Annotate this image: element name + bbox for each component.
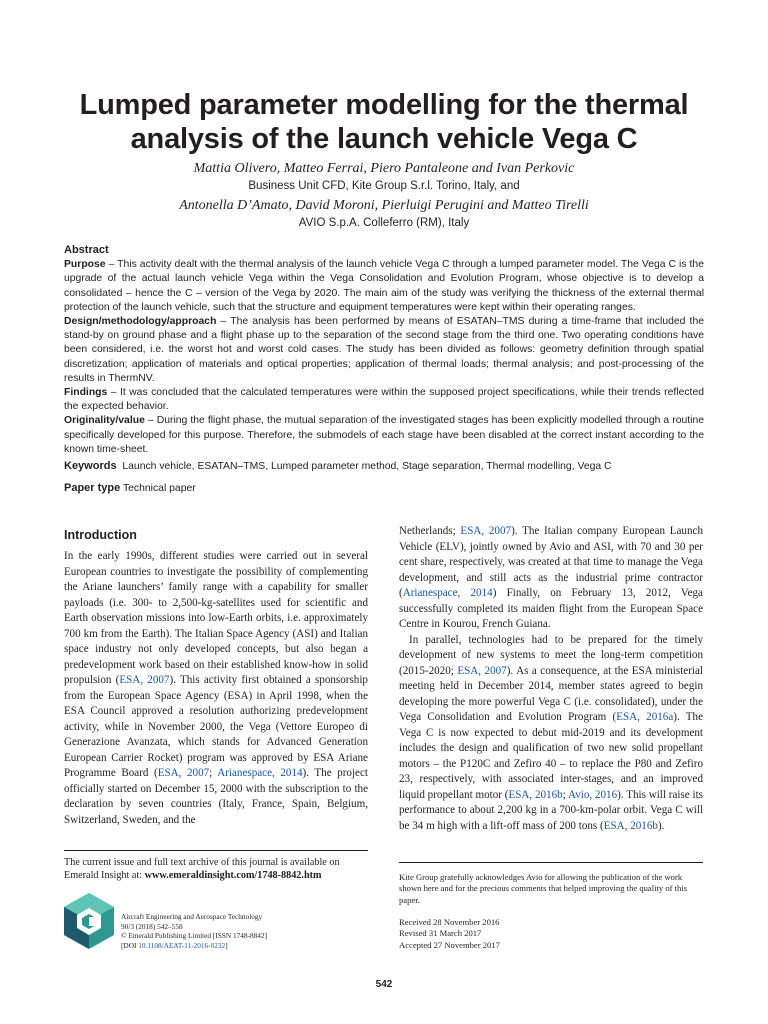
introduction-heading: Introduction xyxy=(64,528,137,542)
ref-esa-2007[interactable]: ESA, 2007 xyxy=(460,525,512,537)
footnote-rule-right xyxy=(399,862,703,863)
ref-esa-2007[interactable]: ESA, 2007 xyxy=(119,674,170,686)
abstract-design xyxy=(64,315,704,386)
doi-link[interactable]: 10.1108/AEAT-11-2016-0232 xyxy=(138,940,226,950)
abstract-originality xyxy=(64,414,704,457)
findings-label: Findings xyxy=(64,387,108,399)
journal-doi xyxy=(121,941,267,951)
archive-text: The current issue and full text archive of this journal is available on Emerald Insight at: xyxy=(64,857,340,881)
ref-esa-2007[interactable]: ESA, 2007 xyxy=(457,664,507,677)
submission-dates xyxy=(399,917,500,951)
authors-group-2: Antonella D’Amato, David Moroni, Pierluigi Perugini and Matteo Tirelli xyxy=(179,198,589,213)
intro-p1-text-b: ). This activity first obtained a sponsorship from the European Space Agency (ESA) in April 1998, when the ESA Council approved a resolution authorizing predevelopment activity, while in November 2000, the Vega (Vettore Europeo di Generazione Avanzata, which stands for Advanced Generation European Carrier Rocket) program was approved by ESA Ariane Programme Board ( xyxy=(64,674,368,779)
doi-suffix: ] xyxy=(225,940,228,950)
design-label: Design/methodology/approach xyxy=(64,316,217,328)
intro-paragraph-2 xyxy=(399,633,703,835)
intro-r1-text-a: Netherlands; xyxy=(399,525,461,537)
findings-text: – It was concluded that the calculated temperatures were within the supposed project specifications, while their trends reflected the expected behavior. xyxy=(64,387,704,413)
paper-type xyxy=(64,482,704,494)
abstract xyxy=(64,243,704,457)
introduction-right-column xyxy=(399,524,703,834)
ref-esa-2016a[interactable]: ESA, 2016a xyxy=(616,711,674,723)
ref-esa-2016b[interactable]: ESA, 2016b xyxy=(508,788,563,801)
title-line-1: Lumped parameter modelling for the thermal xyxy=(79,89,689,121)
page-number: 542 xyxy=(375,979,393,990)
intro-r1-text-c: ) Finally, on February 13, 2012, Vega successfully completed its maiden flight from the European Space Centre in Kourou, French Guiana. xyxy=(399,587,703,630)
keywords-text: Launch vehicle, ESATAN–TMS, Lumped parameter method, Stage separation, Thermal modelling, Vega C xyxy=(122,461,612,472)
journal-publisher: © Emerald Publishing Limited [ISSN 1748-8842] xyxy=(121,931,267,941)
abstract-findings xyxy=(64,386,704,414)
introduction-left-column xyxy=(64,528,368,828)
design-text: – The analysis has been performed by means of ESATAN–TMS during a time-frame that included the stand-by on ground phase and a flight phase up to the separation of the second stage from the third one. Two operating conditions have been considered, i.e. the worst hot and worst cold cases. The study has been divided as follows: geometry definition through spatial discretization; application of materials and optical properties; application of thermal loads; thermal analysis; and post-processing of the results in ThermNV. xyxy=(64,316,704,384)
authors-group-1: Mattia Olivero, Matteo Ferrai, Piero Pantaleone and Ivan Perkovic xyxy=(193,161,575,176)
keywords-label: Keywords xyxy=(64,460,117,472)
keywords xyxy=(64,460,704,472)
ref-separator: ; xyxy=(209,767,218,779)
intro-p1-text-a: In the early 1990s, different studies were carried out in several European countries to investigate the possibility of complementing the Ariane launchers’ family range with a capability for smaller payloads (i.e. 300- to 2,500-kg-satellites used for scientific and Earth observation missions into low-Earth orbits, i.e. approximately 700 km from the Earth). The Italian Space Agency (ASI) and Italian space industry not only developed concepts, but also began a predevelopment work based on their established know-how in solid propulsion ( xyxy=(64,550,368,686)
intro-p1-text-c: ). The project officially started on December 15, 2000 with the subscription to the declaration by seven countries (Italy, France, Spain, Belgium, Switzerland, Sweden, and the xyxy=(64,767,368,826)
ref-esa-2007[interactable]: ESA, 2007 xyxy=(157,767,210,779)
ref-avio-2016[interactable]: Avio, 2016 xyxy=(568,788,618,801)
journal-info xyxy=(121,912,267,950)
intro-p2-text-e: ). xyxy=(657,819,665,832)
purpose-label: Purpose xyxy=(64,259,106,271)
intro-paragraph-1-continued xyxy=(399,524,703,633)
archive-note xyxy=(64,856,368,882)
originality-label: Originality/value xyxy=(64,415,145,427)
intro-p2-text-d: ). This will raise its performance to about 2,200 kg in a 700-km-polar orbit. Vega C will be 34 m high with a lift-off mass of 200 tons ( xyxy=(399,788,703,832)
intro-p2-text-c: ). The Vega C is now expected to debut mid-2019 and its development includes the design and qualification of two new solid propellant motors – the P120C and Zefiro 40 – to replace the P80 and Zefiro 23, respectively, with associated inter-stages, and an improved liquid propellant motor ( xyxy=(399,711,703,801)
archive-url[interactable]: www.emeraldinsight.com/1748-8842.htm xyxy=(144,870,322,881)
paper-type-label: Paper type xyxy=(64,482,121,494)
journal-name: Aircraft Engineering and Aerospace Technology xyxy=(121,912,263,921)
purpose-text: – This activity dealt with the thermal analysis of the launch vehicle Vega C through a lumped parameter model. The Vega C is the upgrade of the actual launch vehicle Vega within the Vega Consolidation and Evolution Program, whose objective is to develop a consolidated – hence the C – version of the Vega by 2020. The main aim of the study was verifying the thickness of the external thermal protection of the launch vehicle, such that the structure and equipment temperatures were kept within their operating ranges. xyxy=(64,259,704,313)
accepted-date: Accepted 27 November 2017 xyxy=(399,939,500,950)
intro-paragraph-1 xyxy=(64,549,368,828)
revised-date: Revised 31 March 2017 xyxy=(399,928,482,939)
doi-prefix: [DOI xyxy=(121,940,139,950)
emerald-logo-icon xyxy=(64,893,114,949)
abstract-heading: Abstract xyxy=(64,244,109,256)
journal-volume: 90/3 (2018) 542–558 xyxy=(121,921,183,931)
originality-text: – During the flight phase, the mutual separation of the investigated stages has been explicitly modelled through a routine specifically developed for this purpose. Therefore, the submodels of each stage have been disabled at the correct instant according to the known time-sheet. xyxy=(64,415,704,455)
paper-title xyxy=(40,88,728,156)
intro-p2-text-b: ). As a consequence, at the ESA ministerial meeting held in December 2014, member states agreed to begin developing the more powerful Vega C (i.e. consolidated), under the Vega Consolidation and Evolution Program ( xyxy=(399,664,703,723)
affiliation-1: Business Unit CFD, Kite Group S.r.l. Torino, Italy, and xyxy=(248,180,520,192)
ref-arianespace-2014[interactable]: Arianespace, 2014 xyxy=(217,767,303,779)
ref-esa-2016b[interactable]: ESA, 2016b xyxy=(603,819,658,832)
paper-type-text: Technical paper xyxy=(122,483,196,494)
affiliation-2: AVIO S.p.A. Colleferro (RM), Italy xyxy=(298,217,470,229)
ref-separator: ; xyxy=(562,788,568,801)
received-date: Received 28 November 2016 xyxy=(399,917,500,927)
acknowledgement: Kite Group gratefully acknowledges Avio for allowing the publication of the work shown here and for the precious comments that helped improving the quality of this paper. xyxy=(399,872,688,905)
title-line-2: analysis of the launch vehicle Vega C xyxy=(130,123,638,155)
footnote-rule-left xyxy=(64,850,368,851)
intro-p2-text-a: In parallel, technologies had to be prepared for the timely development of new systems to meet the long-term competition (2015-2020; xyxy=(399,633,703,677)
abstract-purpose xyxy=(64,258,704,315)
intro-r1-text-b: ). The Italian company European Launch Vehicle (ELV), jointly owned by Avio and ASI, with 70 and 30 per cent share, respectively, was created at that time to manage the Vega development, and still acts as the industrial prime contractor ( xyxy=(399,525,703,599)
ref-arianespace-2014[interactable]: Arianespace, 2014 xyxy=(402,587,493,599)
